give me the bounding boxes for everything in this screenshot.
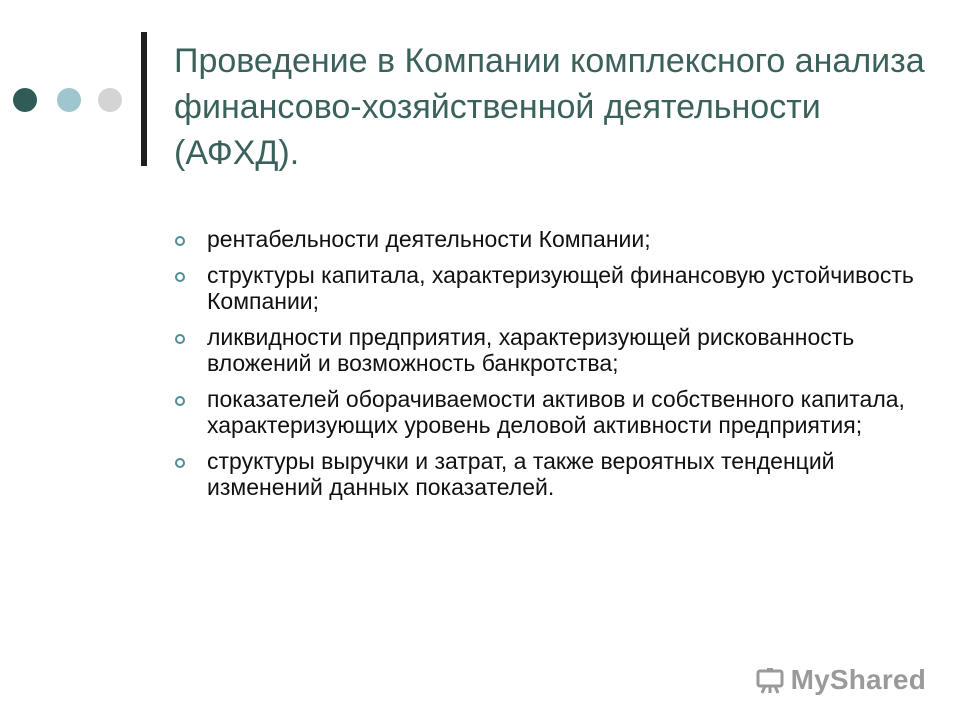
slide-title: Проведение в Компании комплексного анализа финансово-хозяйственной деятельности (АФХД). — [174, 42, 925, 172]
decorative-dot-light — [57, 88, 81, 112]
bullet-text: структуры капитала, характеризующей финансовую устойчивость Компании; — [207, 262, 914, 314]
bullet-circle-icon — [175, 458, 185, 468]
decorative-dot-dark — [13, 88, 37, 112]
bullet-item-profitability — [174, 226, 914, 252]
presentation-board-icon — [755, 665, 785, 695]
bullet-circle-icon — [175, 236, 185, 246]
title-divider — [141, 32, 147, 166]
bullet-text: рентабельности деятельности Компании; — [207, 226, 651, 252]
bullet-circle-icon — [175, 334, 185, 344]
bullet-text: структуры выручки и затрат, а также вероятных тенденций изменений данных показателей. — [207, 448, 835, 500]
bullet-item-turnover — [174, 386, 914, 438]
myshared-watermark — [755, 664, 926, 696]
bullet-text: ликвидности предприятия, характеризующей рискованность вложений и возможность банкротства; — [207, 324, 855, 376]
bullet-circle-icon — [175, 396, 185, 406]
bullet-circle-icon — [175, 272, 185, 282]
decorative-dot-gray — [98, 88, 122, 112]
bullet-text: показателей оборачиваемости активов и собственного капитала, характеризующих уровень деловой активности предприятия; — [207, 386, 905, 438]
bullet-item-capital-structure — [174, 262, 914, 314]
watermark-text: MyShared — [790, 664, 926, 695]
bullet-item-liquidity — [174, 324, 914, 376]
bullet-item-revenue-costs — [174, 448, 914, 500]
bullet-list — [174, 226, 914, 510]
